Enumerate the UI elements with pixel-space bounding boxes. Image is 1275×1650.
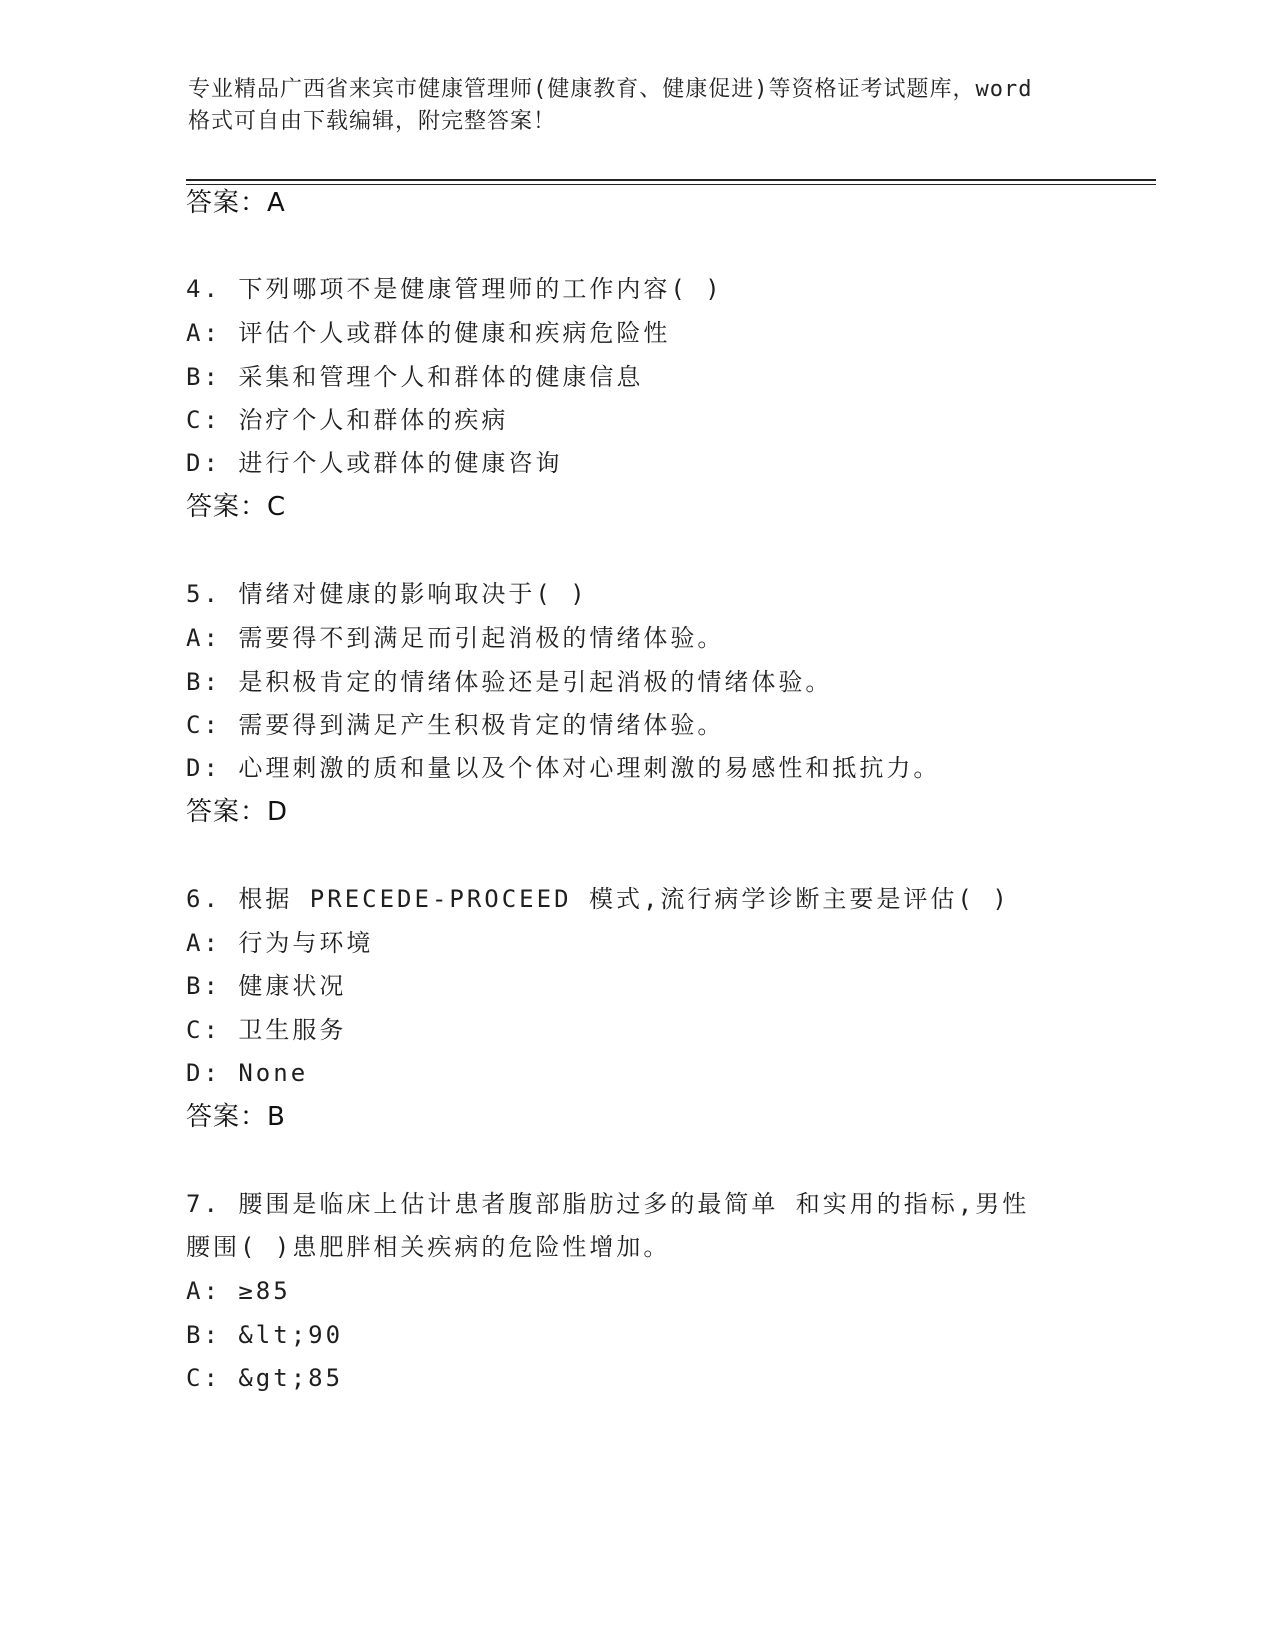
answer-q5: 答案：D — [186, 797, 289, 827]
question-4-option-a: A: 评估个人或群体的健康和疾病危险性 — [186, 319, 671, 347]
question-4-option-d: D: 进行个人或群体的健康咨询 — [186, 449, 563, 477]
question-6-option-d: D: None — [186, 1059, 309, 1087]
question-5-option-a: A: 需要得不到满足而引起消极的情绪体验。 — [186, 624, 725, 652]
question-7-option-c: C: &gt;85 — [186, 1364, 344, 1392]
answer-q3: 答案：A — [186, 188, 286, 218]
question-5-option-b: B: 是积极肯定的情绪体验还是引起消极的情绪体验。 — [186, 668, 833, 696]
question-4-option-b: B: 采集和管理个人和群体的健康信息 — [186, 363, 644, 391]
question-4-option-c: C: 治疗个人和群体的疾病 — [186, 406, 509, 434]
question-5-option-d: D: 心理刺激的质和量以及个体对心理刺激的易感性和抵抗力。 — [186, 754, 941, 782]
question-5-option-c: C: 需要得到满足产生积极肯定的情绪体验。 — [186, 711, 725, 739]
question-7-option-a: A: ≥85 — [186, 1277, 291, 1305]
question-7-option-b: B: &lt;90 — [186, 1321, 344, 1349]
question-7-stem-line-1: 7. 腰围是临床上估计患者腹部脂肪过多的最简单 和实用的指标,男性 — [186, 1190, 1030, 1218]
header-line-1: 专业精品广西省来宾市健康管理师(健康教育、健康促进)等资格证考试题库，word — [188, 77, 1033, 102]
header-line-2: 格式可自由下载编辑，附完整答案！ — [188, 109, 557, 134]
document-header — [188, 74, 1088, 138]
header-divider-thin — [186, 184, 1156, 185]
answer-q4: 答案：C — [186, 492, 287, 522]
question-5-stem: 5. 情绪对健康的影响取决于( ) — [186, 580, 588, 608]
question-6-option-c: C: 卫生服务 — [186, 1016, 347, 1044]
question-6-stem: 6. 根据 PRECEDE-PROCEED 模式,流行病学诊断主要是评估( ) — [186, 885, 1010, 913]
question-4-stem: 4. 下列哪项不是健康管理师的工作内容( ) — [186, 275, 723, 303]
answer-q6: 答案：B — [186, 1102, 286, 1132]
question-7-stem-line-2: 腰围( )患肥胖相关疾病的危险性增加。 — [186, 1233, 671, 1261]
header-divider — [186, 179, 1156, 181]
question-6-option-a: A: 行为与环境 — [186, 929, 374, 957]
question-6-option-b: B: 健康状况 — [186, 972, 347, 1000]
